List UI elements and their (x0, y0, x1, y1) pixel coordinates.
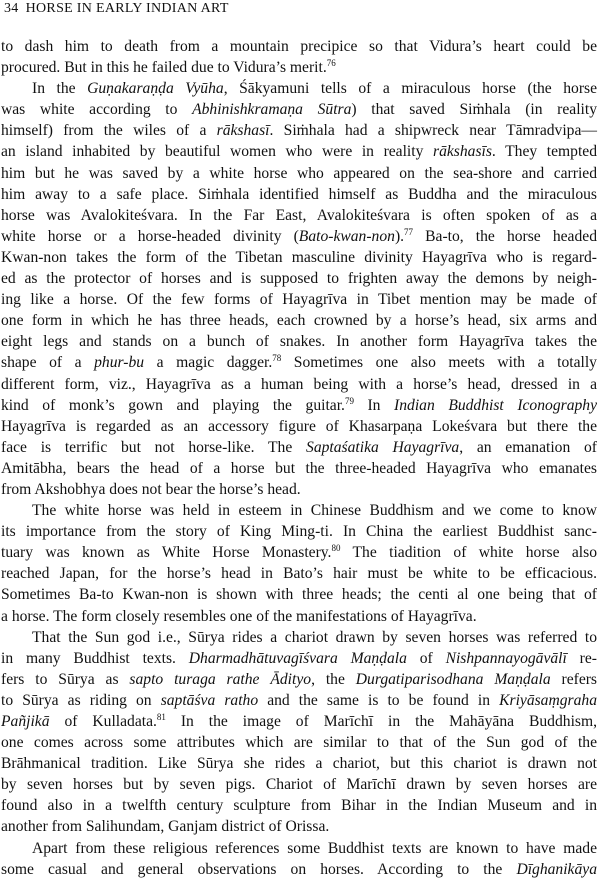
text-run: ed as the protector of horses and is supposed to frighten away the demons by neigh- (1, 270, 597, 288)
text-run: its importance from the story of King Ming-ti. In China the earliest Buddhist sanc- (1, 523, 597, 541)
text-line (1, 310, 597, 331)
text-run: eight legs and stands on a bunch of snakes. In another form Hayagrīva takes the (1, 333, 597, 351)
text-line (1, 838, 597, 859)
footnote-ref: 78 (272, 353, 282, 364)
italic-term: Dīghanikāya (516, 860, 597, 878)
text-line (1, 36, 597, 57)
italic-term: phur-bu (94, 354, 145, 372)
text-run: . Siṁhala had a shipwreck near Tāmradvipa— (269, 122, 597, 140)
text-line (1, 753, 597, 774)
footnote-ref: 76 (326, 58, 336, 69)
text-line (1, 521, 597, 542)
text-run: to dash him to death from a mountain precipice so that Vidura’s heart could be (1, 38, 597, 55)
text-run: re- (566, 649, 597, 667)
text-run: kind of monk’s gown and playing the guitar. (1, 396, 345, 414)
text-run: of (406, 649, 446, 667)
text-line (1, 247, 597, 268)
text-run: In the image of Marīchī in the Mahāyāna Buddhism, (165, 713, 597, 730)
italic-term: Dharmadhātuvagīśvara Maṇḍala (188, 649, 407, 667)
text-run: another from Salihundam, Ganjam district of Orissa. (1, 818, 330, 836)
italic-term: saptāśva ratho (160, 691, 259, 709)
text-run: of Kulladata. (49, 713, 157, 730)
text-run: Hayagrīva is regarded as an accessory figure of Khasarpaṇa Lokeśvara but there the (1, 417, 597, 435)
text-run: Apart from these religious references some Buddhist texts are known to have made (32, 839, 597, 857)
italic-term: Durgatiparisodhana Maṇḍala (355, 670, 551, 688)
italic-term: Nishpannayogāvālī (445, 649, 567, 667)
footnote-ref: 79 (344, 395, 354, 406)
italic-term: Pañjikā (1, 713, 50, 730)
text-run: some casual and general observations on horses. According to the (1, 860, 517, 878)
body-text (1, 36, 597, 880)
text-run: one form in which he has three heads, each crowned by a horse’s head, six arms and (1, 312, 597, 330)
text-run: him away to a safe place. Siṁhala identified himself as Buddha and the miraculous (1, 185, 597, 203)
text-line (1, 648, 597, 669)
text-line (1, 711, 597, 732)
text-run: and the same is to be found in (258, 691, 500, 709)
italic-term: sapto turaga rathe Ādityo (129, 670, 312, 688)
text-run: . They tempted (491, 143, 598, 161)
text-run: Brāhmanical tradition. Like Sūrya she rides a chariot, but this chariot is drawn not (1, 755, 597, 773)
text-line (1, 627, 597, 648)
text-run: horse was Avalokiteśvara. In the Far East, Avalokiteśvara is often spoken of as a (1, 206, 597, 224)
text-run: reached Japan, for the horse’s head in Bato’s hair must be white to be efficacious. (1, 565, 597, 583)
text-line (1, 774, 597, 795)
footnote-ref: 81 (156, 712, 166, 722)
text-line (1, 141, 597, 162)
text-run: himself) from the wiles of a (1, 122, 217, 140)
text-line (1, 669, 597, 690)
italic-term: Kriyāsaṃgraha (499, 691, 597, 709)
text-run: tuary was known as White Horse Monastery. (1, 544, 332, 562)
text-run: to Sūrya as riding on (1, 691, 161, 709)
text-run: was white according to (1, 101, 193, 119)
text-run: That the Sun god i.e., Sūrya rides a chariot drawn by seven horses was referred to (32, 628, 597, 646)
text-run: fers to Sūrya as (1, 670, 130, 688)
text-run: , the (311, 670, 356, 688)
text-run: a magic dagger. (144, 354, 273, 372)
italic-term: rākshasī (216, 122, 270, 140)
text-run: Amitābha, bears the head of a horse but the three-headed Hayagrīva who emanates (1, 459, 597, 477)
text-run: him but he was saved by a white horse who appeared on the sea-shore and carried (1, 164, 597, 182)
text-line (1, 374, 597, 395)
text-line (1, 479, 597, 500)
text-run: Sometimes Ba-to Kwan-non is shown with three heads; the centi al one being that of (1, 586, 597, 604)
italic-term: Saptaśatika Hayagrīva (306, 438, 460, 456)
text-line (1, 184, 597, 205)
text-line (1, 78, 597, 99)
text-run: one comes across some attributes which are similar to that of the Sun god of the (1, 734, 597, 752)
text-line (1, 437, 597, 458)
text-line (1, 289, 597, 310)
text-run: In (353, 396, 395, 414)
text-line (1, 268, 597, 289)
text-line (1, 331, 597, 352)
text-run: found also in a twelfth century sculpture from Bihar in the Indian Museum and in (1, 797, 597, 815)
italic-term: rākshasīs (433, 143, 492, 161)
text-line (1, 584, 597, 605)
text-run: The tiadition of white horse also (340, 544, 597, 562)
footnote-ref: 77 (404, 226, 414, 237)
text-line (1, 732, 597, 753)
text-line (1, 99, 597, 120)
text-line (1, 542, 597, 563)
text-line (1, 120, 597, 141)
footnote-ref: 80 (331, 543, 341, 554)
text-run: Ba-to, the horse headed (413, 227, 597, 245)
text-line (1, 606, 597, 627)
text-run: ing like a horse. Of the few forms of Hayagrīva in Tibet mention may be made of (1, 291, 597, 309)
text-run: In the (32, 80, 88, 98)
italic-term: Abhinishkramaṇa Sūtra (192, 101, 352, 119)
text-run: shape of a (1, 354, 95, 372)
text-run: procured. But in this he failed due to Vidura’s merit. (1, 59, 327, 77)
text-line (1, 205, 597, 226)
text-run: Sometimes one also meets with a totally (281, 354, 597, 372)
text-line (1, 352, 597, 373)
text-line (1, 458, 597, 479)
running-title: HORSE IN EARLY INDIAN ART (25, 1, 229, 16)
text-run: from Akshobhya does not bear the horse’s head. (1, 480, 301, 498)
italic-term: Bato-kwan-non (298, 227, 395, 245)
text-run: face is terrific but not horse-like. The (1, 438, 307, 456)
text-run: , Śākyamuni tells of a miraculous horse (the horse (223, 80, 597, 98)
text-run: a horse. The form closely resembles one of the manifestations of Hayagrīva. (1, 607, 477, 625)
text-run: by seven horses but by seven pigs. Chariot of Marīchī drawn by seven horses are (1, 776, 597, 794)
text-line (1, 690, 597, 711)
text-line (1, 57, 597, 78)
page-number: 34 (4, 1, 19, 16)
text-run: in many Buddhist texts. (1, 649, 189, 667)
text-run: ). (394, 227, 405, 245)
text-run: Kwan-non takes the form of the Tibetan masculine divinity Hayagrīva who is regard- (1, 248, 597, 266)
text-run: , an emanation of (459, 438, 597, 456)
text-line (1, 859, 597, 880)
text-run: ) that saved Siṁhala (in reality (351, 101, 597, 119)
text-run: The white horse was held in esteem in Chinese Buddhism and we come to know (32, 502, 597, 520)
text-line (1, 395, 597, 416)
text-run: different form, viz., Hayagrīva as a human being with a horse’s head, dressed in a (1, 375, 597, 393)
text-line (1, 795, 597, 816)
text-run: refers (550, 670, 597, 688)
text-line (1, 226, 597, 247)
text-line (1, 563, 597, 584)
running-header (4, 1, 229, 17)
text-run: white horse or a horse-headed divinity ( (1, 227, 299, 245)
text-line (1, 416, 597, 437)
text-line (1, 500, 597, 521)
italic-term: Indian Buddhist Iconography (394, 396, 597, 414)
text-line (1, 816, 597, 837)
text-line (1, 163, 597, 184)
italic-term: Guṇakaraṇḍa Vyūha (87, 80, 224, 98)
text-run: an island inhabited by beautiful women who were in reality (1, 143, 433, 161)
